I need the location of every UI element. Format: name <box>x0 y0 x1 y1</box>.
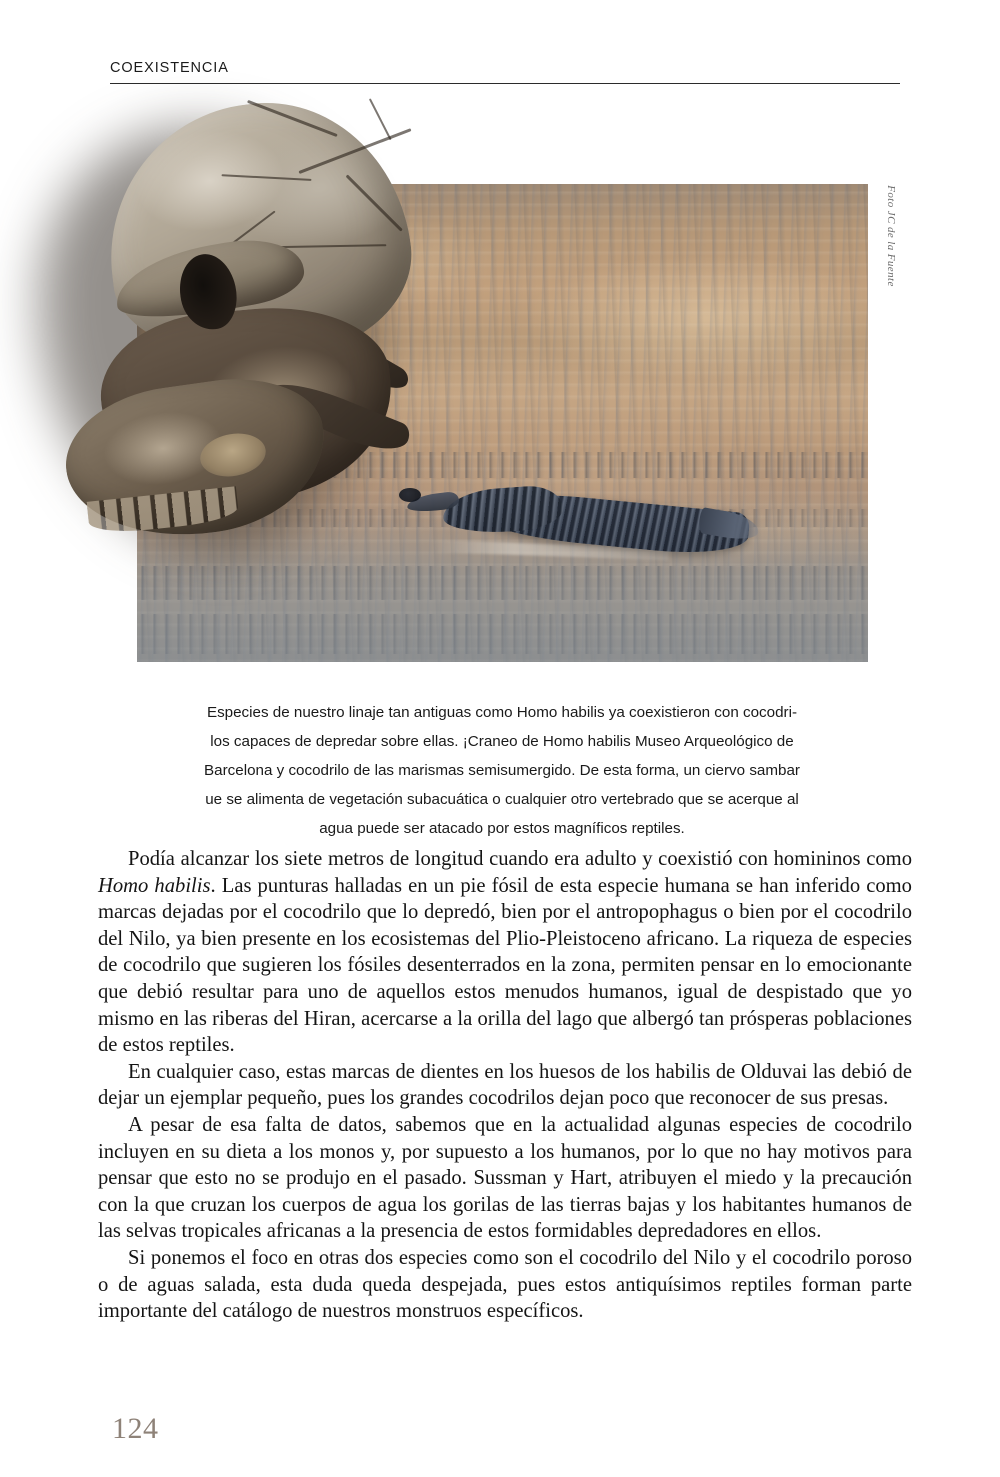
skull-crack <box>247 100 338 137</box>
skull-crack <box>276 244 386 248</box>
paragraph-lead: Podía alcanzar los siete metros de longitud cuando era adulto y coexistió con homininos como <box>128 848 912 870</box>
caption-line: los capaces de depredar sobre ellas. ¡Craneo de Homo habilis Museo Arqueológico de <box>210 733 794 750</box>
figure-caption <box>140 698 864 843</box>
species-name-italic: Homo habilis <box>98 874 211 897</box>
photo-credit <box>883 176 899 296</box>
homo-habilis-skull <box>30 98 430 568</box>
running-head-label: COEXISTENCIA <box>110 60 229 76</box>
page-number: 124 <box>112 1412 159 1445</box>
paragraph <box>98 846 912 1059</box>
caption-line: ue se alimenta de vegetación subacuática o cualquier otro vertebrado que se acerque al <box>205 791 799 808</box>
photo-credit-text: Foto JC de la Fuente <box>885 185 897 287</box>
body-text <box>98 846 912 1325</box>
paragraph: Si ponemos el foco en otras dos especies como son el cocodrilo del Nilo y el cocodrilo poroso o de aguas salada, esta duda queda despejada, pues estos antiquísimos reptiles forman parte importante del catálogo de nuestros monstruos específicos. <box>98 1246 912 1323</box>
caption-line: Barcelona y cocodrilo de las marismas semisumergido. De esta forma, un ciervo sambar <box>204 762 800 779</box>
skull-crack <box>221 174 311 181</box>
paragraph: A pesar de esa falta de datos, sabemos que en la actualidad algunas especies de cocodrilo incluyen en su dieta a los monos y, por supuesto a los humanos, por lo que no hay motivos para pensar que esto no se produjo en el pasado. Sussman y Hart, atribuyen el miedo y la precaución con la que cruzan los cuerpos de agua los gorilas de las tierras bajas y los habitantes humanos de las selvas tropicales africanas a la presencia de estos formidables depredadores en ellos. <box>98 1113 912 1243</box>
caption-line: agua puede ser atacado por estos magníficos reptiles. <box>319 820 685 837</box>
paragraph: En cualquier caso, estas marcas de dientes en los huesos de los habilis de Olduvai las debió de dejar un ejemplar pequeño, pues los grandes cocodrilos dejan poco que reconocer de sus presas. <box>98 1060 912 1110</box>
paragraph-rest: . Las punturas halladas en un pie fósil de esta especie humana se han inferido como marcas dejadas por el cocodrilo que lo depredó, bien por el antropophagus o bien por el cocodrilo del Nilo, ya bien presente en los ecosistemas del Plio-Pleistoceno africano. La riqueza de especies de cocodrilo que sugieren los fósiles desenterrados en la zona, permiten pensar en lo emocionante que debió resultar para uno de aquellos estos menudos humanos, igual de despistado que yo mismo en las riberas del Hiran, acercarse a la orilla del lago que albergó tan prósperas poblaciones de estos reptiles. <box>98 874 912 1057</box>
skull-crack <box>369 98 392 140</box>
caption-line: Especies de nuestro linaje tan antiguas como Homo habilis ya coexistieron con cocodri- <box>206 704 798 721</box>
skull-crack <box>298 128 411 173</box>
crocodile <box>399 474 749 564</box>
skull-crack <box>346 174 403 231</box>
